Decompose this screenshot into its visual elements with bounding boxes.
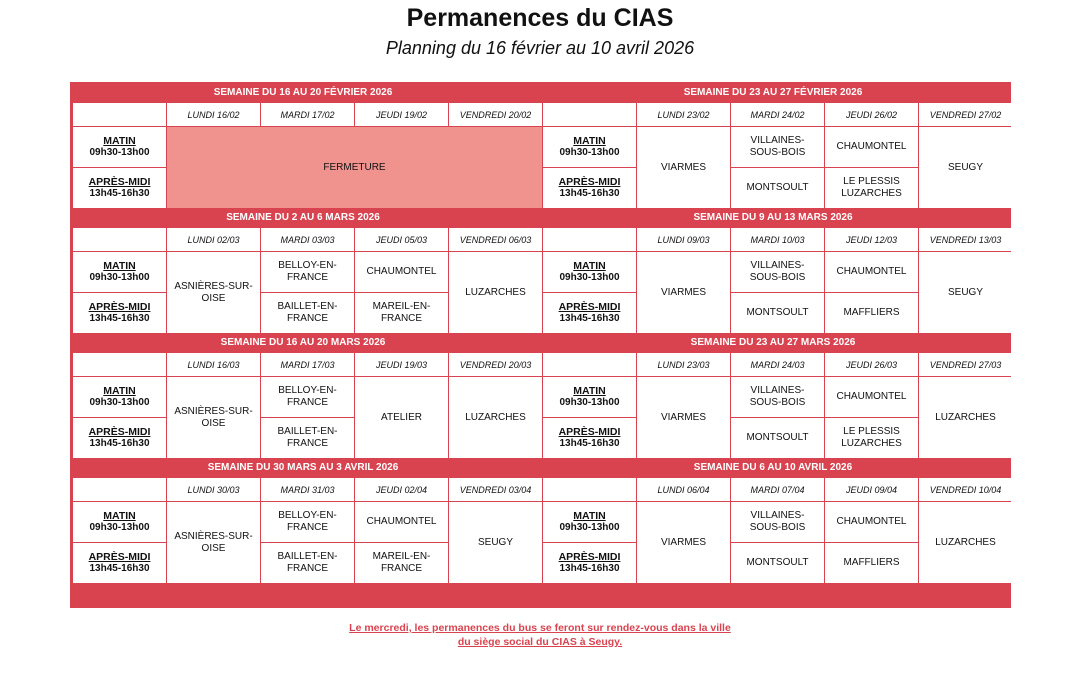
week-header: SEMAINE DU 30 MARS AU 3 AVRIL 2026	[207, 462, 399, 473]
place-cell: CHAUMONTEL	[355, 502, 448, 542]
day-header: JEUDI 05/03	[355, 228, 448, 251]
day-header: JEUDI 26/02	[825, 103, 918, 126]
place-cell: CHAUMONTEL	[825, 377, 918, 417]
week-block	[70, 332, 536, 456]
page-subtitle: Planning du 16 février au 10 avril 2026	[385, 38, 695, 58]
week-grid	[73, 478, 539, 583]
day-header: JEUDI 19/02	[355, 103, 448, 126]
day-header: JEUDI 12/03	[825, 228, 918, 251]
day-header: MARDI 17/03	[261, 353, 354, 376]
place-cell: LUZARCHES	[919, 377, 1012, 458]
place-cell: MAREIL-EN-FRANCE	[355, 293, 448, 333]
place-cell: CHAUMONTEL	[825, 252, 918, 292]
week-grid	[543, 228, 1009, 333]
place-cell: VIARMES	[637, 127, 730, 208]
day-header: JEUDI 09/04	[825, 478, 918, 501]
week-header: SEMAINE DU 16 AU 20 MARS 2026	[220, 337, 386, 348]
place-cell: BAILLET-EN-FRANCE	[261, 418, 354, 458]
afternoon-slot: APRÈS-MIDI 13h45-16h30	[73, 168, 166, 208]
day-header: VENDREDI 06/03	[449, 228, 542, 251]
footer-note	[0, 621, 1080, 649]
afternoon-slot: APRÈS-MIDI 13h45-16h30	[543, 168, 636, 208]
day-header: JEUDI 19/03	[355, 353, 448, 376]
week-header: SEMAINE DU 16 AU 20 FÉVRIER 2026	[213, 87, 393, 98]
day-header: LUNDI 16/02	[167, 103, 260, 126]
place-cell: ASNIÈRES-SUR-OISE	[167, 377, 260, 458]
day-header: LUNDI 16/03	[167, 353, 260, 376]
corner-cell	[543, 103, 636, 126]
schedule-board	[70, 82, 1011, 608]
corner-cell	[73, 478, 166, 501]
place-cell: VILLAINES-SOUS-BOIS	[731, 502, 824, 542]
morning-slot: MATIN 09h30-13h00	[73, 377, 166, 417]
corner-cell	[73, 228, 166, 251]
day-header: LUNDI 30/03	[167, 478, 260, 501]
place-cell: ATELIER	[355, 377, 448, 458]
afternoon-slot: APRÈS-MIDI 13h45-16h30	[73, 418, 166, 458]
place-cell: ASNIÈRES-SUR-OISE	[167, 252, 260, 333]
week-header: SEMAINE DU 9 AU 13 MARS 2026	[693, 212, 853, 223]
corner-cell	[543, 228, 636, 251]
place-cell: LE PLESSIS LUZARCHES	[825, 418, 918, 458]
week-block	[70, 457, 536, 581]
place-cell: MONTSOULT	[731, 293, 824, 333]
week-block	[540, 82, 1006, 206]
place-cell: BELLOY-EN-FRANCE	[261, 502, 354, 542]
place-cell: VIARMES	[637, 502, 730, 583]
day-header: LUNDI 23/02	[637, 103, 730, 126]
closed-cell: FERMETURE	[167, 127, 542, 208]
corner-cell	[73, 353, 166, 376]
day-header: MARDI 24/02	[731, 103, 824, 126]
day-header: VENDREDI 20/03	[449, 353, 542, 376]
week-grid	[73, 228, 539, 333]
morning-slot: MATIN 09h30-13h00	[543, 252, 636, 292]
day-header: MARDI 31/03	[261, 478, 354, 501]
week-grid	[543, 478, 1009, 583]
place-cell: CHAUMONTEL	[825, 502, 918, 542]
day-header: JEUDI 02/04	[355, 478, 448, 501]
place-cell: CHAUMONTEL	[825, 127, 918, 167]
place-cell: VIARMES	[637, 377, 730, 458]
morning-slot: MATIN 09h30-13h00	[73, 502, 166, 542]
place-cell: MAREIL-EN-FRANCE	[355, 543, 448, 583]
morning-slot: MATIN 09h30-13h00	[543, 502, 636, 542]
week-header: SEMAINE DU 23 AU 27 MARS 2026	[690, 337, 856, 348]
place-cell: LUZARCHES	[449, 252, 542, 333]
day-header: VENDREDI 10/04	[919, 478, 1012, 501]
week-block	[540, 332, 1006, 456]
day-header: LUNDI 23/03	[637, 353, 730, 376]
page-title: Permanences du CIAS	[406, 4, 674, 32]
day-header: VENDREDI 27/02	[919, 103, 1012, 126]
place-cell: VIARMES	[637, 252, 730, 333]
morning-slot: MATIN 09h30-13h00	[73, 127, 166, 167]
place-cell: LUZARCHES	[919, 502, 1012, 583]
week-header: SEMAINE DU 23 AU 27 FÉVRIER 2026	[683, 87, 863, 98]
week-grid	[73, 353, 539, 458]
week-block	[540, 457, 1006, 581]
day-header: MARDI 24/03	[731, 353, 824, 376]
week-grid	[543, 353, 1009, 458]
day-header: MARDI 07/04	[731, 478, 824, 501]
week-header: SEMAINE DU 6 AU 10 AVRIL 2026	[693, 462, 853, 473]
afternoon-slot: APRÈS-MIDI 13h45-16h30	[543, 293, 636, 333]
day-header: JEUDI 26/03	[825, 353, 918, 376]
place-cell: MAFFLIERS	[825, 293, 918, 333]
day-header: MARDI 17/02	[261, 103, 354, 126]
week-grid	[73, 103, 539, 208]
place-cell: CHAUMONTEL	[355, 252, 448, 292]
day-header: VENDREDI 20/02	[449, 103, 542, 126]
place-cell: VILLAINES-SOUS-BOIS	[731, 127, 824, 167]
week-block	[540, 207, 1006, 331]
footer-line: du siège social du CIAS à Seugy.	[457, 636, 623, 648]
place-cell: BAILLET-EN-FRANCE	[261, 293, 354, 333]
place-cell: MONTSOULT	[731, 168, 824, 208]
morning-slot: MATIN 09h30-13h00	[73, 252, 166, 292]
place-cell: VILLAINES-SOUS-BOIS	[731, 377, 824, 417]
corner-cell	[543, 353, 636, 376]
afternoon-slot: APRÈS-MIDI 13h45-16h30	[73, 543, 166, 583]
place-cell: BAILLET-EN-FRANCE	[261, 543, 354, 583]
day-header: LUNDI 09/03	[637, 228, 730, 251]
place-cell: ASNIÈRES-SUR-OISE	[167, 502, 260, 583]
afternoon-slot: APRÈS-MIDI 13h45-16h30	[73, 293, 166, 333]
place-cell: SEUGY	[919, 127, 1012, 208]
place-cell: SEUGY	[449, 502, 542, 583]
place-cell: BELLOY-EN-FRANCE	[261, 252, 354, 292]
place-cell: SEUGY	[919, 252, 1012, 333]
place-cell: LE PLESSIS LUZARCHES	[825, 168, 918, 208]
day-header: VENDREDI 03/04	[449, 478, 542, 501]
morning-slot: MATIN 09h30-13h00	[543, 377, 636, 417]
corner-cell	[73, 103, 166, 126]
day-header: VENDREDI 13/03	[919, 228, 1012, 251]
place-cell: BELLOY-EN-FRANCE	[261, 377, 354, 417]
day-header: LUNDI 02/03	[167, 228, 260, 251]
week-header: SEMAINE DU 2 AU 6 MARS 2026	[226, 212, 380, 223]
place-cell: VILLAINES-SOUS-BOIS	[731, 252, 824, 292]
corner-cell	[543, 478, 636, 501]
place-cell: MONTSOULT	[731, 543, 824, 583]
week-block	[70, 207, 536, 331]
footer-line: Le mercredi, les permanences du bus se feront sur rendez-vous dans la ville	[349, 622, 731, 634]
morning-slot: MATIN 09h30-13h00	[543, 127, 636, 167]
day-header: MARDI 03/03	[261, 228, 354, 251]
afternoon-slot: APRÈS-MIDI 13h45-16h30	[543, 543, 636, 583]
place-cell: MAFFLIERS	[825, 543, 918, 583]
week-grid	[543, 103, 1009, 208]
afternoon-slot: APRÈS-MIDI 13h45-16h30	[543, 418, 636, 458]
day-header: LUNDI 06/04	[637, 478, 730, 501]
day-header: MARDI 10/03	[731, 228, 824, 251]
place-cell: LUZARCHES	[449, 377, 542, 458]
day-header: VENDREDI 27/03	[919, 353, 1012, 376]
place-cell: MONTSOULT	[731, 418, 824, 458]
week-block	[70, 82, 536, 206]
